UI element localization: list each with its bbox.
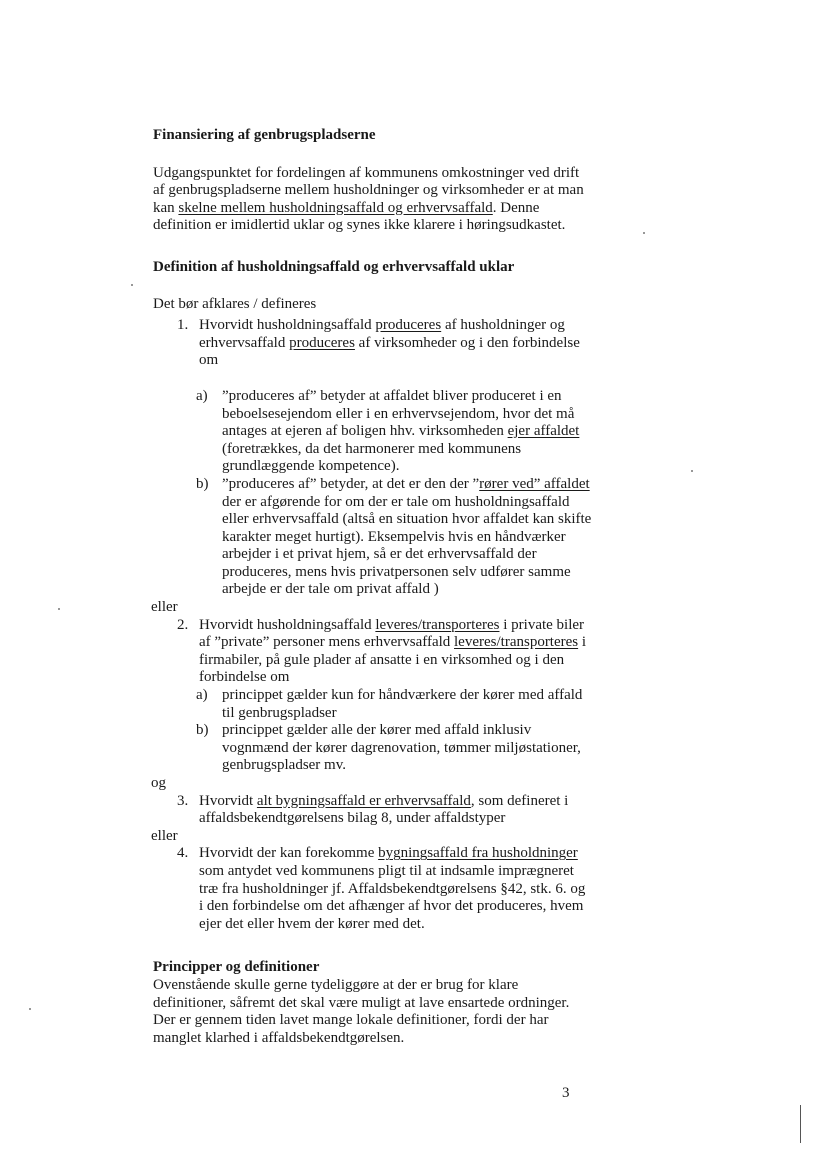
definition-list — [153, 317, 593, 933]
underlined-term: leveres/transporteres — [375, 616, 500, 633]
scan-speck — [643, 232, 645, 234]
underlined-term: produceres — [289, 334, 355, 351]
sub-item — [196, 387, 593, 476]
sub-item-text: ”produceres af” betyder at affaldet bliver produceret i en beboelsesejendom eller i en erhvervsejendom, hvor det må antages at ejeren af boligen hhv. virksomheden ejer affaldet (foretrækkes, da det harmonerer med kommunens grundlæggende kompetence). — [222, 387, 580, 475]
item-number: 4. — [177, 845, 189, 862]
scan-speck — [58, 608, 60, 610]
underlined-term: skelne mellem husholdningsaffald og erhvervsaffald — [178, 199, 493, 216]
sub-item-text: princippet gælder kun for håndværkere der kører med affald til genbrugspladser — [222, 687, 583, 721]
numbered-item — [177, 317, 593, 370]
item-text: Hvorvidt alt bygningsaffald er erhvervsaffald, som defineret i affaldsbekendtgørelsens bilag 8, under affaldstyper — [199, 792, 569, 827]
underlined-term: leveres/transporteres — [454, 634, 579, 651]
item-number: 3. — [177, 792, 189, 809]
item-text: Hvorvidt der kan forekomme bygningsaffald fra husholdninger som antydet ved kommunens pligt til at indsamle imprægneret træ fra husholdninger jf. Affaldsbekendtgørelsens §42, stk. 6. og i den forbindelse om det afhænger af hvor det produceres, hvem ejer det eller hvem der kører med det. — [199, 845, 586, 932]
scan-speck — [131, 284, 133, 286]
sub-item-label: a) — [196, 387, 208, 404]
heading-definition: Definition af husholdningsaffald og erhvervsaffald uklar — [153, 258, 515, 275]
scan-speck — [691, 470, 693, 472]
page-number: 3 — [562, 1085, 570, 1101]
underlined-term: bygningsaffald fra husholdninger — [378, 845, 578, 862]
sub-item-label: b) — [196, 475, 209, 492]
sub-item-label: a) — [196, 687, 208, 704]
sub-item-text: ”produceres af” betyder, at det er den der ”rører ved” affaldet der er afgørende for om der er tale om husholdningsaffald eller erhvervsaffald (altså en situation hvor affaldet kan skifte karakter meget hurtigt). Eksempelvis hvis en håndværker arbejder i et privat hjem, så er det erhvervsaffald der produceres, mens hvis privatpersonen selv udfører samme arbejde er der tale om privat affald ) — [222, 475, 592, 598]
scan-speck — [29, 1008, 31, 1010]
sub-item-text: princippet gælder alle der kører med affald inklusiv vognmænd der kører dagrenovation, tømmer miljøstationer, genbrugspladser mv. — [222, 722, 581, 774]
item-number: 2. — [177, 616, 189, 633]
scan-margin-mark — [800, 1105, 801, 1143]
sub-item-label: b) — [196, 722, 209, 739]
numbered-item — [177, 792, 593, 828]
heading-finansiering: Finansiering af genbrugspladserne — [153, 127, 376, 143]
item-number: 1. — [177, 317, 189, 334]
underlined-term: ejer affaldet — [507, 423, 580, 440]
item-text: Hvorvidt husholdningsaffald produceres af husholdninger og erhvervsaffald produceres af virksomheder og i den forbindelse om — [199, 317, 580, 369]
heading-principper: Principper og definitioner — [153, 959, 320, 976]
sub-item — [196, 722, 593, 775]
underlined-term: rører ved” affaldet — [479, 475, 590, 492]
underlined-term: alt bygningsaffald er erhvervsaffald — [256, 792, 471, 809]
connector-word: eller — [151, 599, 178, 616]
item-text: Hvorvidt husholdningsaffald leveres/transporteres i private biler af ”private” personer mens erhvervsaffald leveres/transporteres i firmabiler, på gule plader af ansatte i en virksomhed og i den forbindelse om — [199, 616, 587, 686]
paragraph-udgangspunkt: Udgangspunktet for fordelingen af kommunens omkostninger ved drift af genbrugspladserne mellem husholdninger og virksomheder er at man kan skelne mellem husholdningsaffald og erhvervsaffald. Denne definition er imidlertid uklar og synes ikke klarere i høringsudkastet. — [153, 164, 584, 234]
numbered-item — [177, 845, 593, 933]
intro-line: Det bør afklares / defineres — [153, 295, 317, 312]
connector-word: og — [151, 775, 166, 791]
sub-item — [196, 475, 593, 599]
document-page — [153, 127, 593, 1047]
connector-word: eller — [151, 827, 178, 844]
numbered-item — [177, 616, 593, 687]
sub-item — [196, 687, 593, 722]
underlined-term: produceres — [375, 317, 442, 334]
paragraph-principper: Ovenstående skulle gerne tydeliggøre at der er brug for klare definitioner, såfremt det skal være muligt at lave ensartede ordninger. Der er gennem tiden lavet mange lokale definitioner, fordi der har manglet klarhed i affaldsbekendtgørelsen. — [153, 976, 570, 1046]
